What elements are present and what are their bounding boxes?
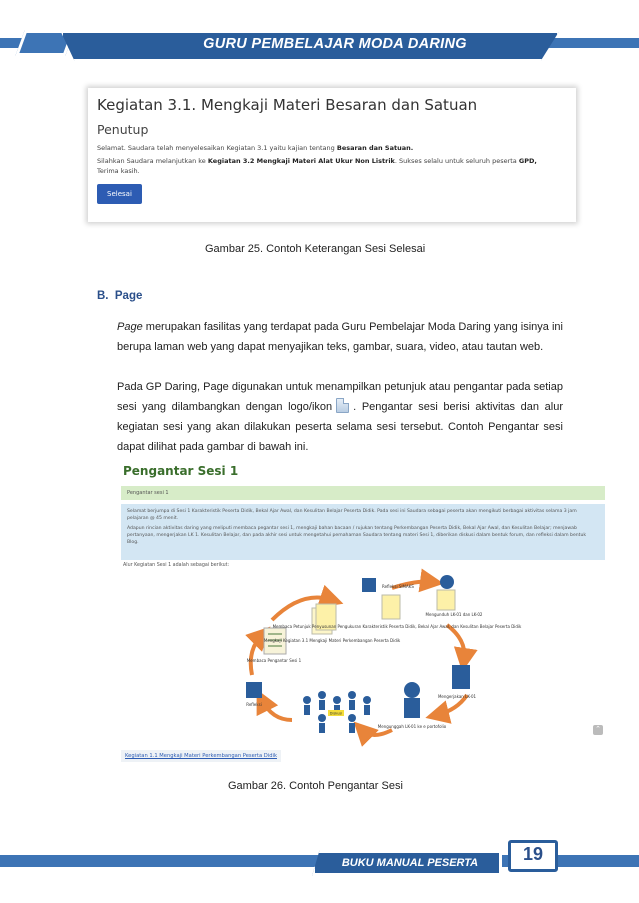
flow-arrow [447, 625, 464, 660]
flow-arrow [262, 700, 292, 720]
page-number: 19 [522, 844, 544, 864]
svg-text:Refleksi SIMAKS: Refleksi SIMAKS [382, 584, 414, 589]
step-work-lk [438, 665, 477, 699]
activity-link[interactable]: Kegiatan 1.1 Mengkaji Materi Perkembangan Peserta Didik [121, 750, 281, 762]
svg-text:Membaca Petunjuk Penyusunan Pe: Membaca Petunjuk Penyusunan Pengukuran Karakteristik Peserta Didik, Bekal Ajar Awal, dan Kesulitan Belajar Peserta Didik [272, 624, 522, 629]
svg-text:Mengunggah LK-01 ke e portofol: Mengunggah LK-01 ke e portofolio [377, 724, 447, 729]
svg-text:Mengerjakan LK-01: Mengerjakan LK-01 [437, 694, 477, 699]
svg-text:Mengkaji Kegiatan 3.1 Mengkaji: Mengkaji Kegiatan 3.1 Mengkaji Materi Perkembangan Peserta Didik [263, 638, 401, 643]
paragraph-page-definition: Page merupakan fasilitas yang terdapat pada Guru Pembelajar Moda Daring yang isinya ini berupa laman web yang dapat menyajikan teks, gambar, suara, video, atau tautan web. [117, 321, 563, 353]
screenshot-session-complete [88, 88, 576, 222]
section-heading: B. Page [97, 290, 143, 302]
intro-green-box: Pengantar sesi 1 [121, 486, 605, 500]
svg-text:Diskusi: Diskusi [329, 711, 343, 716]
figure-caption-26: Gambar 26. Contoh Pengantar Sesi [228, 780, 403, 792]
intro-blue-box: Selamat berjumpa di Sesi 1 Karakteristik Peserta Didik, Bekal Ajar Awal, dan Kesulitan Belajar Peserta Didik. Pada sesi ini Saudara sebagai peserta akan mengikuti berbagai aktivitas selama 3 jam pelajaran @ 45 menit. Adapun rincian aktivitas daring yang meliputi membaca pegantar sesi 1, mengkaji bahan bacaan / rujukan tentang Perkembangan Peserta Didik, Bekal Ajar Awal, dan Kesulitan Belajar; menjawab pertanyaan, mengerjakan LK 1. Kesulitan Belajar, dan pada akhir sesi untuk mengetahui pemahaman Saudara tentang materi Sesi 1, diberikan diskusi dalam bentuk forum, dan refleksi dalam bentuk Blog. [121, 504, 605, 560]
paragraph-page-usage: Pada GP Daring, Page digunakan untuk menampilkan petunjuk atau pengantar pada setiap sesi yang dilambangkan dengan logo/ikon . Pengantar sesi berisi aktivitas dan alur kegiatan sesi yang akan dilakukan peserta selama sesi tersebut. Contoh Pengantar sesi dapat dilihat pada gambar di bawah ini. [117, 381, 564, 453]
continue-message: Silahkan Saudara melanjutkan ke Kegiatan 3.2 Mengkaji Materi Alat Ukur Non Listrik. Sukses selalu untuk seluruh peserta GPD, Terima kasih. [97, 157, 537, 175]
scroll-up-button[interactable]: ⌃ [593, 725, 603, 735]
page-icon [336, 398, 349, 413]
step-upload-lk [378, 682, 447, 729]
figure-caption-25: Gambar 25. Contoh Keterangan Sesi Selesai [205, 243, 426, 255]
flow-note: Alur Kegiatan Sesi 1 adalah sebagai berikut: [123, 563, 230, 568]
svg-text:Mengunduh LK-01 dan LK-02: Mengunduh LK-01 dan LK-02 [425, 612, 483, 617]
activity-flow-diagram [232, 570, 522, 740]
svg-text:Refleksi: Refleksi [246, 702, 262, 707]
completion-message: Selamat. Saudara telah menyelesaikan Kegiatan 3.1 yaitu kajian tentang Besaran dan Satuan. [97, 144, 414, 152]
screenshot-session-intro [117, 460, 607, 772]
intro-title: Pengantar Sesi 1 [123, 464, 239, 478]
step-read-guide [273, 595, 522, 629]
step-reflection [246, 682, 262, 707]
flow-arrow [362, 730, 392, 735]
finish-button[interactable]: Selesai [97, 184, 142, 204]
step-download-lk [426, 575, 483, 617]
activity-heading: Kegiatan 3.1. Mengkaji Materi Besaran dan Satuan [97, 96, 478, 114]
header-title: GURU PEMBELAJAR MODA DARING [203, 36, 467, 52]
step-reflect-simaks [362, 578, 414, 592]
svg-text:Membaca Pengantar Sesi 1: Membaca Pengantar Sesi 1 [246, 658, 302, 663]
closing-heading: Penutup [97, 122, 149, 137]
flow-arrow [251, 635, 262, 675]
footer-title: BUKU MANUAL PESERTA [341, 857, 479, 869]
step-discussion [303, 691, 371, 733]
